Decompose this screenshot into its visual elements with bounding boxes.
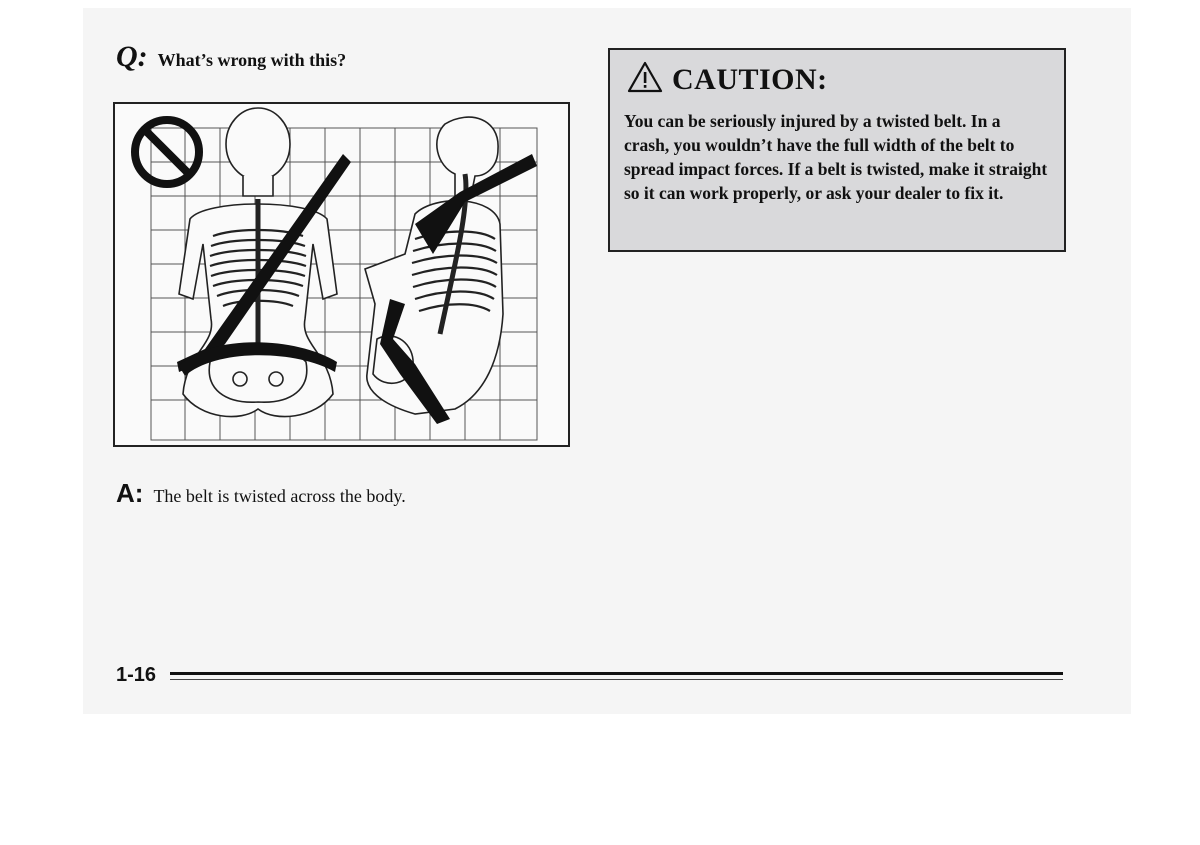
caution-box: [608, 48, 1066, 252]
answer-text: The belt is twisted across the body.: [153, 486, 406, 506]
page-number: 1-16: [116, 664, 157, 686]
footer-rule-thin: [170, 679, 1063, 680]
question-label: Q:: [116, 40, 148, 73]
caution-title: CAUTION:: [672, 62, 828, 96]
footer-rule: [170, 672, 1063, 675]
answer-label: A:: [116, 478, 144, 508]
caution-header: [626, 60, 1050, 99]
no-symbol-icon: [135, 120, 199, 184]
question-text: What’s wrong with this?: [157, 50, 347, 70]
illustration-figure: [113, 102, 570, 447]
answer-line: [116, 478, 406, 509]
caution-body-text: You can be seriously injured by a twisted belt. In a crash, you wouldn’t have the full width of the belt to spread impact forces. If a belt is twisted, make it straight so it can work properly, or ask your dealer to fix it.: [624, 111, 1048, 203]
question-line: [116, 40, 346, 74]
warning-triangle-icon: [626, 60, 664, 99]
